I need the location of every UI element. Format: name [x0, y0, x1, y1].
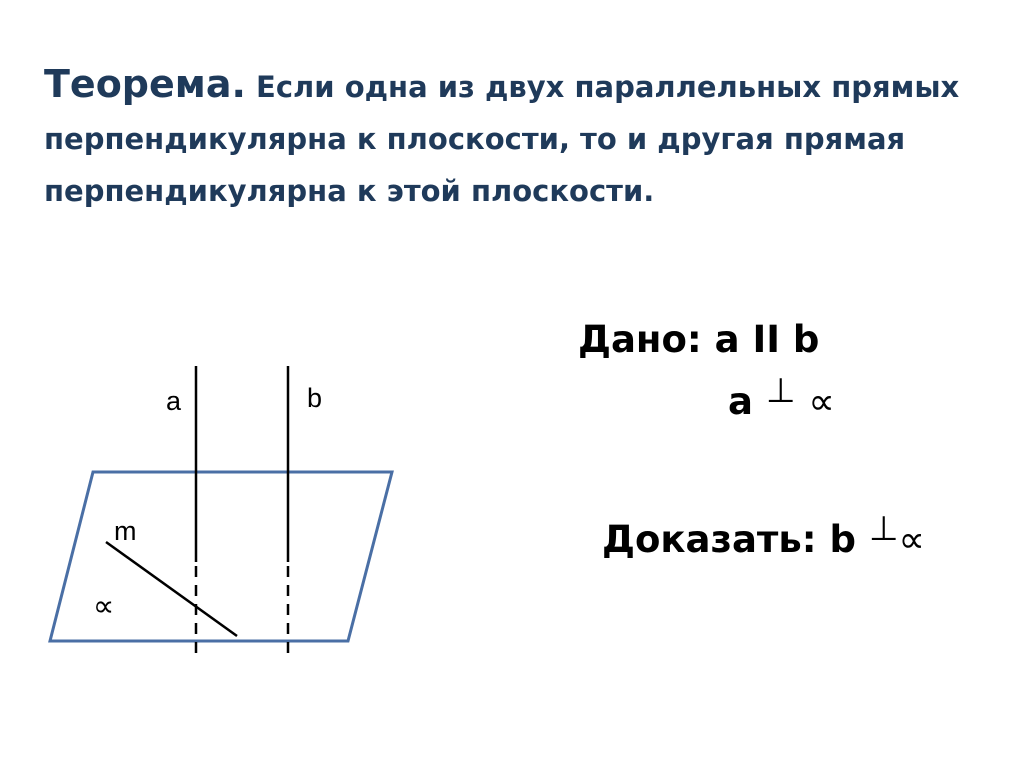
- label-m: m: [114, 516, 137, 546]
- label-alpha: ∝: [93, 590, 115, 623]
- alpha-symbol: ∝: [898, 518, 925, 561]
- perpendicular-symbol: ⊥: [765, 371, 796, 411]
- given-var-a: a: [728, 380, 753, 423]
- given-label: Дано:: [578, 318, 702, 361]
- prove-var-b: b: [829, 518, 856, 561]
- theorem-text: Если одна из двух параллельных прямых перпендикулярна к плоскости, то и другая прямая перпендикулярна к этой плоскости.: [44, 70, 960, 208]
- perpendicular-symbol: ⊥: [868, 509, 899, 549]
- theorem-lead: Теорема.: [44, 62, 246, 106]
- prove-label: Доказать:: [602, 518, 817, 561]
- label-b: b: [307, 383, 323, 413]
- line-m: [106, 542, 237, 636]
- alpha-symbol: ∝: [808, 380, 835, 423]
- given-parallel-expr: a II b: [714, 318, 820, 361]
- label-a: a: [166, 386, 182, 416]
